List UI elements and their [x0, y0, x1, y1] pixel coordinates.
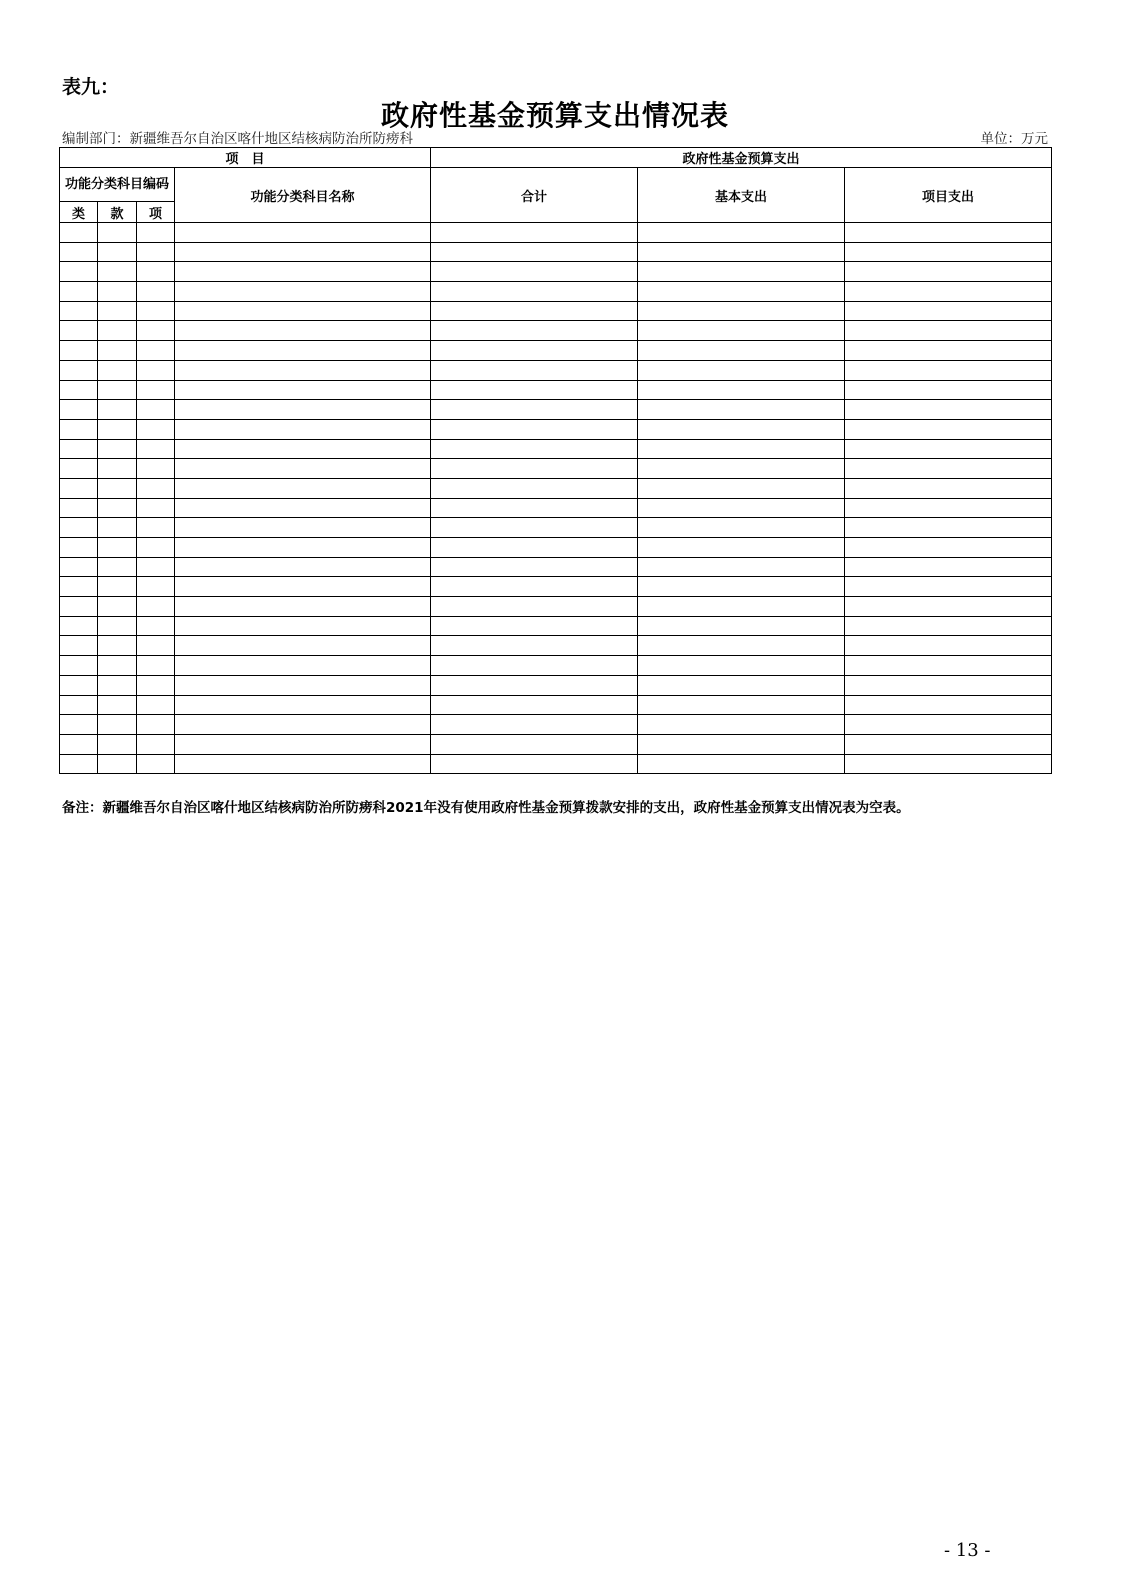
table-cell [137, 321, 175, 341]
table-cell [60, 380, 98, 400]
table-cell [175, 223, 431, 243]
table-cell [60, 715, 98, 735]
table-row [60, 557, 1052, 577]
table-cell [60, 223, 98, 243]
table-cell [137, 400, 175, 420]
table-cell [175, 577, 431, 597]
table-cell [638, 715, 845, 735]
page-number: - 13 - [944, 1540, 991, 1561]
table-cell [98, 577, 137, 597]
table-cell [638, 754, 845, 774]
table-cell [98, 754, 137, 774]
table-cell [638, 518, 845, 538]
table-cell [60, 557, 98, 577]
table-cell [845, 459, 1052, 479]
table-row [60, 360, 1052, 380]
table-cell [175, 321, 431, 341]
table-cell [638, 636, 845, 656]
table-cell [845, 498, 1052, 518]
unit-label: 单位：万元 [980, 131, 1048, 147]
table-cell [431, 360, 638, 380]
table-row [60, 754, 1052, 774]
table-cell [60, 597, 98, 617]
table-cell [175, 380, 431, 400]
code-item-header: 项 [137, 202, 175, 223]
table-cell [98, 282, 137, 302]
table-cell [137, 695, 175, 715]
table-cell [175, 242, 431, 262]
table-cell [60, 656, 98, 676]
table-cell [638, 656, 845, 676]
table-cell [137, 715, 175, 735]
table-cell [60, 439, 98, 459]
table-row [60, 734, 1052, 754]
table-cell [638, 577, 845, 597]
table-cell [845, 656, 1052, 676]
table-cell [845, 695, 1052, 715]
table-cell [431, 715, 638, 735]
table-cell [431, 380, 638, 400]
table-cell [98, 597, 137, 617]
table-cell [98, 321, 137, 341]
table-cell [137, 597, 175, 617]
table-cell [175, 478, 431, 498]
table-cell [175, 282, 431, 302]
table-body [60, 223, 1052, 774]
table-cell [845, 557, 1052, 577]
table-cell [638, 223, 845, 243]
table-cell [845, 675, 1052, 695]
table-cell [137, 577, 175, 597]
table-cell [60, 282, 98, 302]
table-cell [431, 597, 638, 617]
table-cell [431, 754, 638, 774]
table-cell [431, 262, 638, 282]
table-cell [845, 380, 1052, 400]
table-cell [137, 754, 175, 774]
table-cell [845, 301, 1052, 321]
table-cell [845, 439, 1052, 459]
table-cell [98, 341, 137, 361]
table-cell [845, 636, 1052, 656]
table-cell [137, 498, 175, 518]
table-cell [137, 538, 175, 558]
table-cell [175, 754, 431, 774]
item-group-header: 项 目 [60, 148, 431, 168]
table-row [60, 282, 1052, 302]
table-cell [175, 498, 431, 518]
table-row [60, 223, 1052, 243]
table-cell [60, 616, 98, 636]
table-cell [845, 262, 1052, 282]
table-row [60, 518, 1052, 538]
table-cell [60, 577, 98, 597]
table-row [60, 419, 1052, 439]
table-cell [175, 459, 431, 479]
table-row [60, 321, 1052, 341]
budget-table [59, 147, 1052, 774]
table-cell [845, 478, 1052, 498]
table-cell [60, 459, 98, 479]
table-cell [98, 695, 137, 715]
table-cell [845, 321, 1052, 341]
table-cell [60, 478, 98, 498]
table-cell [175, 675, 431, 695]
table-row [60, 380, 1052, 400]
table-cell [60, 695, 98, 715]
table-cell [175, 557, 431, 577]
table-row [60, 439, 1052, 459]
table-cell [845, 341, 1052, 361]
table-cell [431, 675, 638, 695]
department-label: 编制部门：新疆维吾尔自治区喀什地区结核病防治所防痨科 [62, 131, 413, 147]
table-cell [638, 557, 845, 577]
table-cell [137, 557, 175, 577]
table-cell [98, 616, 137, 636]
table-cell [638, 419, 845, 439]
table-cell [431, 242, 638, 262]
table-row [60, 459, 1052, 479]
table-cell [175, 656, 431, 676]
table-cell [431, 439, 638, 459]
table-cell [60, 262, 98, 282]
table-row [60, 400, 1052, 420]
table-cell [431, 695, 638, 715]
table-cell [175, 715, 431, 735]
table-cell [638, 597, 845, 617]
table-cell [638, 675, 845, 695]
table-cell [431, 734, 638, 754]
table-cell [137, 734, 175, 754]
table-cell [98, 498, 137, 518]
name-header: 功能分类科目名称 [175, 168, 431, 223]
table-cell [638, 439, 845, 459]
table-cell [638, 301, 845, 321]
table-label: 表九： [62, 76, 120, 98]
table-cell [60, 360, 98, 380]
table-row [60, 577, 1052, 597]
table-cell [845, 400, 1052, 420]
table-row [60, 242, 1052, 262]
table-cell [137, 478, 175, 498]
table-row [60, 538, 1052, 558]
table-cell [137, 360, 175, 380]
table-cell [638, 538, 845, 558]
table-cell [845, 577, 1052, 597]
code-section-header: 款 [98, 202, 137, 223]
table-cell [98, 715, 137, 735]
table-cell [845, 538, 1052, 558]
table-cell [60, 754, 98, 774]
table-cell [431, 656, 638, 676]
page-title: 政府性基金预算支出情况表 [380, 99, 729, 132]
table-row [60, 656, 1052, 676]
table-cell [431, 341, 638, 361]
table-cell [638, 695, 845, 715]
basic-expense-header: 基本支出 [638, 168, 845, 223]
table-row [60, 301, 1052, 321]
table-cell [98, 478, 137, 498]
table-row [60, 616, 1052, 636]
table-cell [137, 616, 175, 636]
table-cell [175, 301, 431, 321]
table-cell [845, 734, 1052, 754]
table-cell [638, 459, 845, 479]
table-row [60, 262, 1052, 282]
table-cell [137, 242, 175, 262]
table-cell [98, 439, 137, 459]
table-cell [175, 518, 431, 538]
table-cell [638, 734, 845, 754]
code-class-header: 类 [60, 202, 98, 223]
table-cell [60, 321, 98, 341]
table-cell [98, 262, 137, 282]
meta-row [62, 130, 1050, 148]
table-cell [431, 478, 638, 498]
table-cell [431, 223, 638, 243]
table-cell [175, 419, 431, 439]
code-header: 功能分类科目编码 [60, 168, 175, 202]
table-cell [137, 459, 175, 479]
table-cell [98, 636, 137, 656]
header-row-group [60, 148, 1052, 168]
table-cell [60, 242, 98, 262]
table-cell [638, 400, 845, 420]
table-cell [137, 656, 175, 676]
table-cell [137, 262, 175, 282]
table-row [60, 715, 1052, 735]
table-cell [845, 715, 1052, 735]
table-cell [638, 360, 845, 380]
table-cell [845, 360, 1052, 380]
table-row [60, 636, 1052, 656]
table-cell [98, 675, 137, 695]
table-cell [98, 419, 137, 439]
table-cell [431, 321, 638, 341]
table-cell [98, 242, 137, 262]
table-cell [175, 695, 431, 715]
table-cell [60, 498, 98, 518]
table-cell [638, 616, 845, 636]
table-cell [98, 301, 137, 321]
total-header: 合计 [431, 168, 638, 223]
table-cell [431, 282, 638, 302]
table-cell [60, 301, 98, 321]
table-cell [175, 734, 431, 754]
table-cell [175, 360, 431, 380]
table-cell [60, 341, 98, 361]
table-cell [60, 518, 98, 538]
table-cell [431, 301, 638, 321]
remark-note: 备注：新疆维吾尔自治区喀什地区结核病防治所防痨科2021年没有使用政府性基金预算拨款安排的支出，政府性基金预算支出情况表为空表。 [62, 800, 910, 816]
table-cell [638, 242, 845, 262]
table-cell [98, 518, 137, 538]
table-cell [845, 597, 1052, 617]
table-cell [137, 282, 175, 302]
table-cell [845, 518, 1052, 538]
table-cell [98, 656, 137, 676]
table-cell [638, 321, 845, 341]
table-cell [638, 262, 845, 282]
table-cell [845, 242, 1052, 262]
budget-group-header: 政府性基金预算支出 [431, 148, 1052, 168]
table-cell [175, 262, 431, 282]
table-cell [431, 616, 638, 636]
table-cell [431, 538, 638, 558]
table-cell [60, 538, 98, 558]
table-row [60, 675, 1052, 695]
table-cell [98, 360, 137, 380]
table-cell [431, 557, 638, 577]
table-cell [137, 419, 175, 439]
table-cell [175, 341, 431, 361]
table-row [60, 341, 1052, 361]
table-cell [98, 459, 137, 479]
table-cell [638, 282, 845, 302]
table-cell [137, 439, 175, 459]
table-cell [431, 459, 638, 479]
table-row [60, 695, 1052, 715]
table-cell [845, 223, 1052, 243]
table-cell [60, 419, 98, 439]
table-cell [60, 675, 98, 695]
table-cell [431, 400, 638, 420]
table-cell [137, 301, 175, 321]
table-cell [431, 577, 638, 597]
table-cell [98, 538, 137, 558]
table-cell [175, 597, 431, 617]
table-cell [137, 518, 175, 538]
table-cell [175, 636, 431, 656]
table-cell [98, 223, 137, 243]
table-cell [175, 439, 431, 459]
table-row [60, 478, 1052, 498]
table-cell [60, 636, 98, 656]
table-cell [137, 223, 175, 243]
table-cell [137, 636, 175, 656]
table-cell [431, 498, 638, 518]
table-cell [638, 380, 845, 400]
project-expense-header: 项目支出 [845, 168, 1052, 223]
table-cell [98, 380, 137, 400]
table-cell [175, 538, 431, 558]
table-cell [60, 400, 98, 420]
table-cell [431, 419, 638, 439]
table-cell [137, 675, 175, 695]
table-cell [431, 518, 638, 538]
table-cell [98, 557, 137, 577]
table-row [60, 597, 1052, 617]
table-cell [845, 282, 1052, 302]
table-cell [137, 341, 175, 361]
table-cell [60, 734, 98, 754]
table-row [60, 498, 1052, 518]
table-cell [845, 616, 1052, 636]
header-row-columns [60, 168, 1052, 202]
table-cell [175, 400, 431, 420]
table-cell [845, 419, 1052, 439]
table-cell [638, 478, 845, 498]
table-cell [638, 498, 845, 518]
table-cell [98, 400, 137, 420]
table-cell [845, 754, 1052, 774]
table-cell [431, 636, 638, 656]
table-cell [98, 734, 137, 754]
table-cell [137, 380, 175, 400]
table-cell [638, 341, 845, 361]
table-cell [175, 616, 431, 636]
